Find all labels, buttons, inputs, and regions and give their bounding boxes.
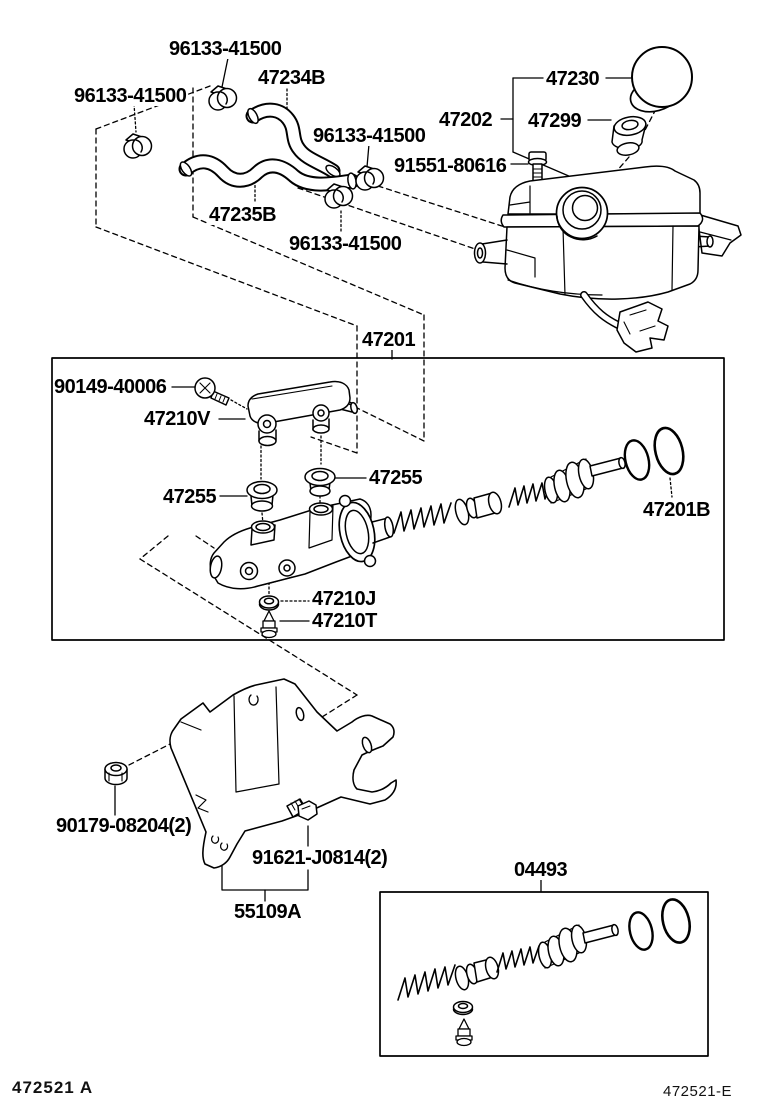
label-inlet-union: 47210V	[144, 408, 210, 430]
kit-piston-assembly	[398, 897, 694, 1000]
reservoir-bolt	[529, 152, 547, 183]
flange-nut	[105, 763, 127, 785]
figure-code-left: 472521 A	[12, 1078, 94, 1097]
clamp-right	[356, 166, 384, 190]
inlet-union	[248, 381, 358, 445]
mounting-bracket	[170, 679, 396, 868]
reservoir-tank	[475, 166, 742, 352]
grommet-right-drawing	[305, 469, 335, 497]
label-union-screw: 90149-40006	[54, 376, 167, 398]
label-repair-kit: 04493	[514, 859, 568, 881]
cylinder-box	[52, 358, 724, 640]
label-reservoir-bolt: 91551-80616	[394, 155, 507, 177]
cap-seal	[612, 114, 647, 156]
kit-washer	[454, 1002, 473, 1015]
label-clamp-right: 96133-41500	[313, 125, 426, 147]
label-cap-seal: 47299	[528, 110, 582, 132]
o-rings	[621, 425, 688, 482]
grommet-left-drawing	[247, 482, 277, 512]
union-screw	[195, 378, 229, 405]
piston-assembly	[394, 457, 626, 533]
label-bracket-bolt: 91621-J0814(2)	[252, 847, 388, 869]
reservoir-cap	[627, 47, 692, 117]
clamp-lower	[325, 184, 353, 208]
label-hose-upper: 47234B	[258, 67, 326, 89]
clamp-top	[209, 86, 237, 110]
label-clamp-left: 96133-41500	[74, 85, 187, 107]
clamp-left	[124, 134, 152, 158]
label-nut: 90179-08204(2)	[56, 815, 192, 837]
label-oring: 47201B	[643, 499, 711, 521]
label-washer: 47210J	[312, 588, 376, 610]
figure-code-right: 472521-E	[663, 1083, 733, 1100]
bleeder-screw-drawing	[261, 611, 277, 638]
label-clamp-top: 96133-41500	[169, 38, 282, 60]
repair-kit-box	[380, 892, 708, 1056]
kit-bleeder-screw	[456, 1019, 472, 1046]
label-grommet-left: 47255	[163, 486, 217, 508]
master-cylinder-body	[209, 496, 395, 589]
label-hose-lower: 47235B	[209, 204, 277, 226]
label-cap: 47230	[546, 68, 600, 90]
label-clamp-lower: 96133-41500	[289, 233, 402, 255]
label-bracket: 55109A	[234, 901, 302, 923]
label-reservoir-assy: 47202	[439, 109, 493, 131]
label-cylinder-assy: 47201	[362, 329, 416, 351]
label-grommet-right: 47255	[369, 467, 423, 489]
label-bleeder: 47210T	[312, 610, 377, 632]
washer-drawing	[260, 596, 279, 610]
